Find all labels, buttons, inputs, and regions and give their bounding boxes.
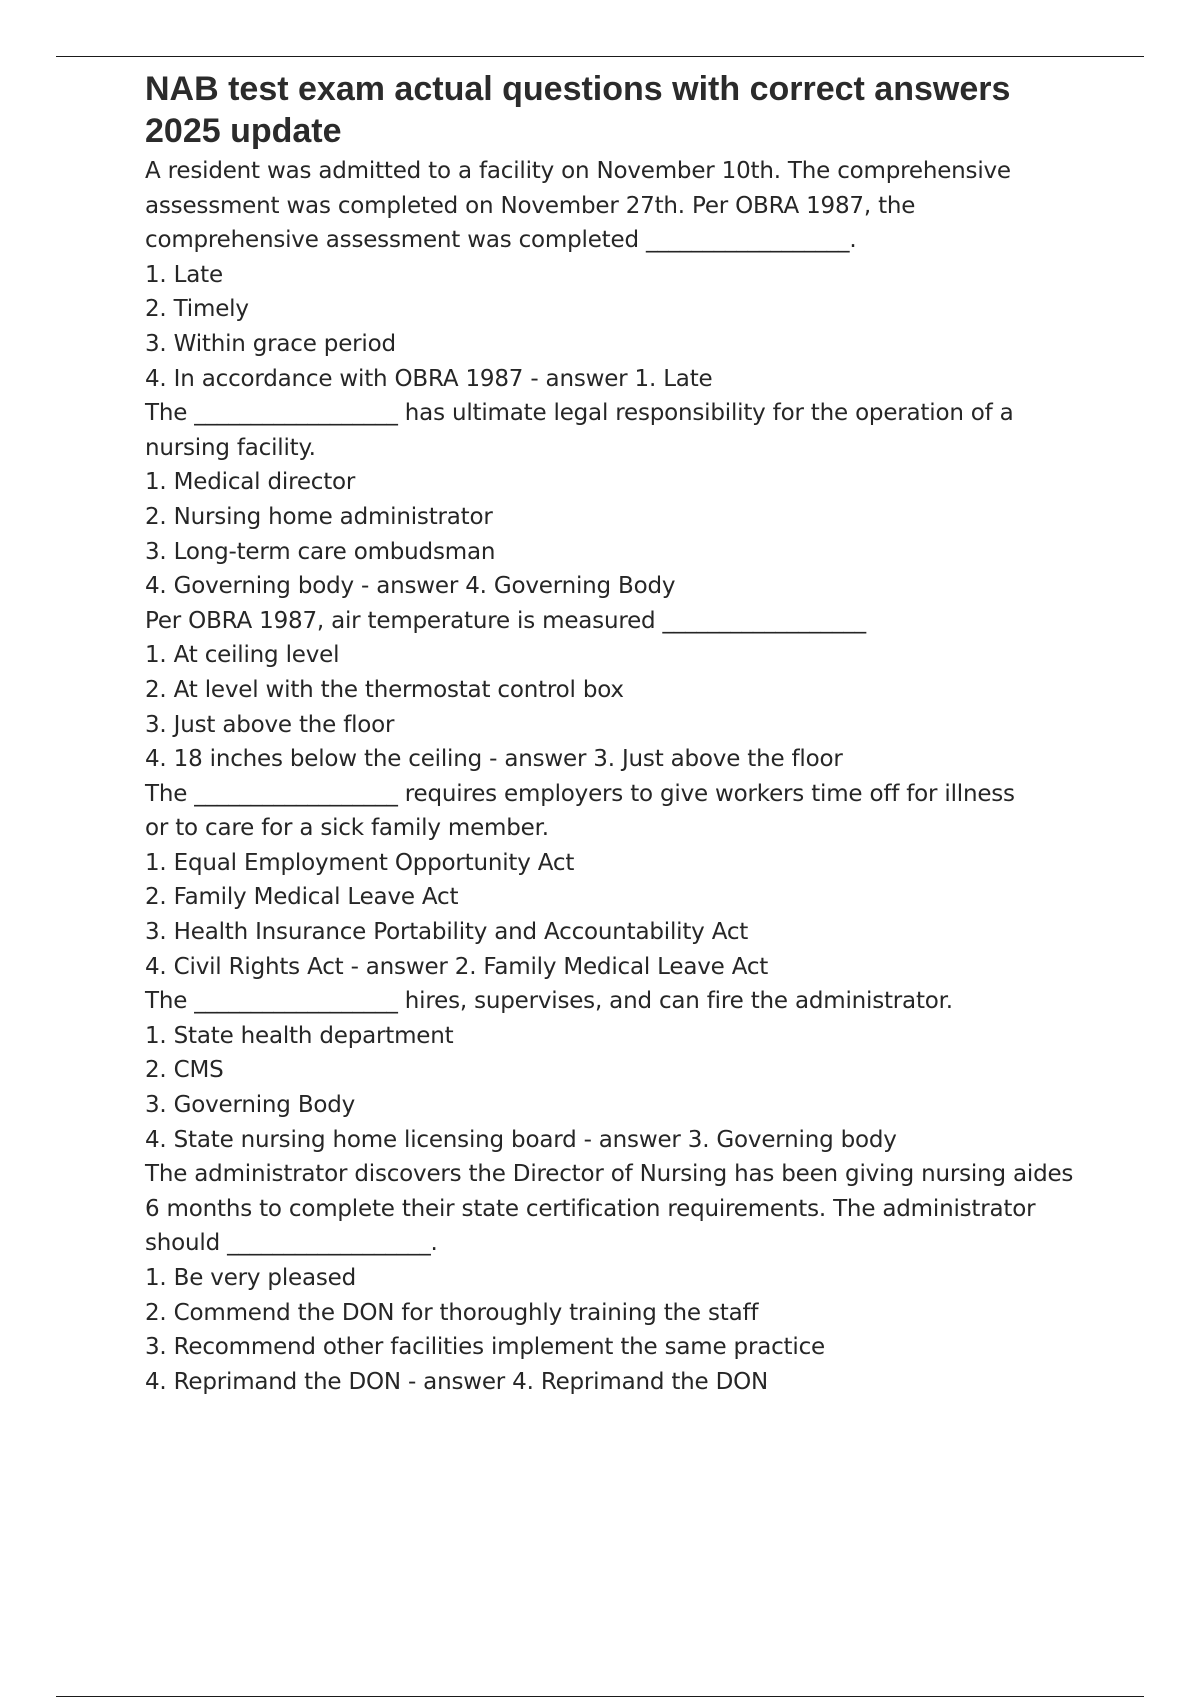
text-line: The __________________ requires employers to give workers time off for illness [145, 780, 1015, 807]
text-line: A resident was admitted to a facility on November 10th. The comprehensive [145, 158, 1011, 184]
answer-option: 1. Medical director [145, 469, 356, 496]
text-line: comprehensive assessment was completed __________________. [145, 227, 857, 254]
document-body [145, 68, 1095, 1399]
answer-option: 2. Commend the DON for thoroughly training the staff [145, 1299, 759, 1326]
text-line: or to care for a sick family member. [145, 815, 549, 842]
answer-option: 3. Health Insurance Portability and Accountability Act [145, 919, 749, 946]
answer-option: 4. State nursing home licensing board - answer 3. Governing body [145, 1126, 897, 1153]
text-line: The __________________ has ultimate legal responsibility for the operation of a [145, 400, 1014, 427]
answer-option: 2. CMS [145, 1057, 224, 1084]
answer-option: 3. Recommend other facilities implement the same practice [145, 1334, 825, 1361]
text-line: should __________________. [145, 1230, 438, 1257]
text-line: 6 months to complete their state certification requirements. The administrator [145, 1195, 1036, 1222]
bottom-rule [56, 1696, 1144, 1697]
document-title: NAB test exam actual questions with correct answers 2025 update [145, 70, 1011, 150]
text-line: Per OBRA 1987, air temperature is measured __________________ [145, 607, 866, 634]
answer-option: 1. State health department [145, 1022, 454, 1049]
answer-option: 4. In accordance with OBRA 1987 - answer 1. Late [145, 365, 713, 392]
answer-option: 1. At ceiling level [145, 642, 340, 669]
top-rule [56, 56, 1144, 57]
answer-option: 2. Timely [145, 296, 249, 323]
answer-option: 4. Governing body - answer 4. Governing Body [145, 573, 676, 600]
answer-option: 3. Within grace period [145, 330, 396, 357]
text-line: The administrator discovers the Director of Nursing has been giving nursing aides [145, 1161, 1074, 1188]
answer-option: 4. 18 inches below the ceiling - answer 3. Just above the floor [145, 746, 843, 773]
answer-option: 2. Nursing home administrator [145, 503, 493, 530]
answer-option: 4. Civil Rights Act - answer 2. Family Medical Leave Act [145, 953, 769, 980]
answer-option: 3. Long-term care ombudsman [145, 538, 496, 565]
text-line: The __________________ hires, supervises, and can fire the administrator. [145, 988, 953, 1015]
answer-option: 1. Late [145, 261, 223, 288]
answer-option: 4. Reprimand the DON - answer 4. Reprimand the DON [145, 1368, 769, 1395]
text-line: assessment was completed on November 27th. Per OBRA 1987, the [145, 192, 916, 219]
text-line: nursing facility. [145, 434, 316, 461]
answer-option: 1. Equal Employment Opportunity Act [145, 849, 575, 876]
answer-option: 2. Family Medical Leave Act [145, 884, 459, 911]
question-text [145, 154, 1095, 1399]
answer-option: 1. Be very pleased [145, 1265, 357, 1291]
answer-option: 3. Just above the floor [145, 711, 395, 738]
answer-option: 2. At level with the thermostat control box [145, 676, 624, 703]
answer-option: 3. Governing Body [145, 1092, 356, 1119]
